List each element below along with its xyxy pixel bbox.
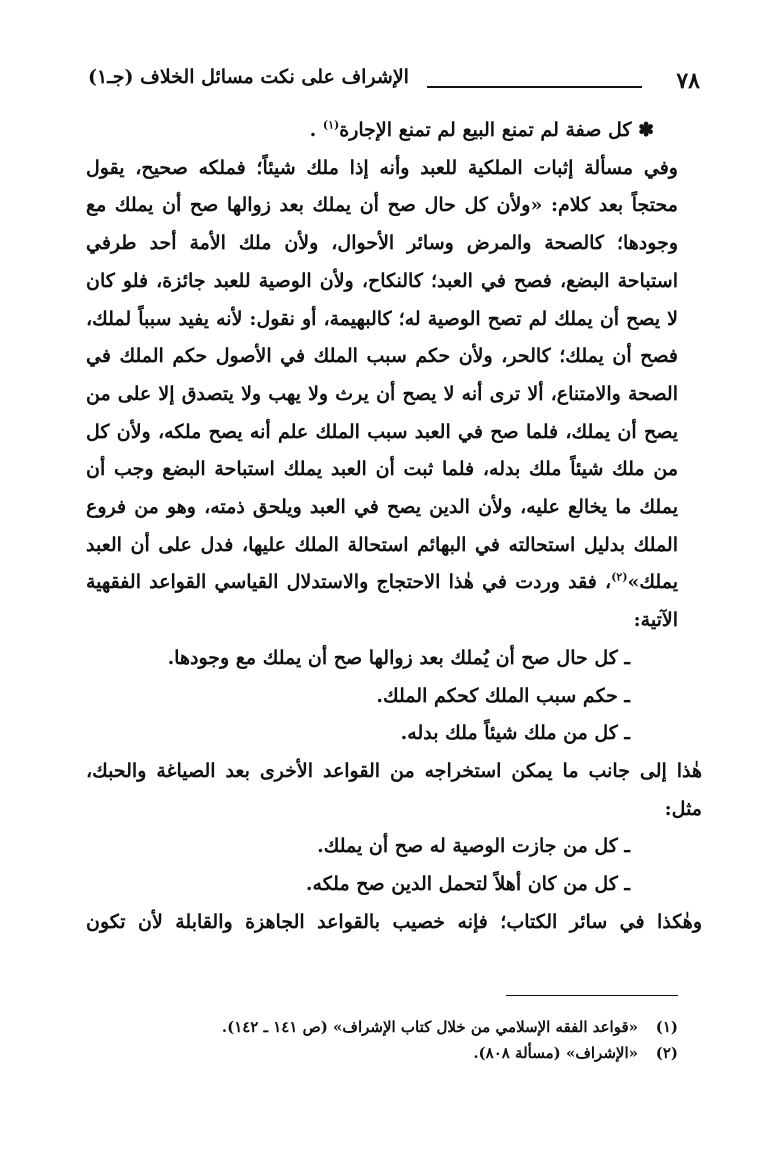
paragraph-1-text: وفي مسألة إثبات الملكية للعبد وأنه إذا ملك شيئاً؛ فملكه صحيح، يقول محتجاً بعد كلام: «ولأن كل حال صح أن يملك بعد زوالها صح أن يملك مع وجودها؛ كالصحة والمرض وسائر الأحوال، ولأن ملك الأمة أحد طرفي استباحة البضع، فصح في العبد؛ كالنكاح، ولأن الوصية للعبد جائزة، فلو كان لا يصح أن يملك لم تصح الوصية له؛ كالبهيمة، أو نقول: لأنه يفيد سبباً لملك، فصح أن يملك؛ كالحر، ولأن حكم سبب الملك في الأصول حكم الملك في الصحة والامتناع، ألا ترى أنه لا يصح أن يرث ولا يهب ولا يتصدق إلا على من يصح أن يملك، فلما صح في العبد سبب الملك علم أنه يصح ملكه، ولأن كل من ملك شيئاً ملك بدله، فلما ثبت أن العبد يملك استباحة البضع وجب أن يملك ما يخالع عليه، ولأن الدين يصح في العبد ويلحق ذمته، وهو من فروع الملك بدليل استحالته في البهائم استحالة الملك عليها، فدل على أن العبد يملك» xyxy=(86,156,678,594)
footnote-separator xyxy=(506,995,678,996)
rule-item: ـ كل من كان أهلاً لتحمل الدين صح ملكه. xyxy=(305,873,630,896)
rule-item: ـ حكم سبب الملك كحكم الملك. xyxy=(376,684,630,707)
paragraph-3: وهٰكذا في سائر الكتاب؛ فإنه خصيب بالقواعد الجاهزة والقابلة لأن تكون xyxy=(86,910,702,933)
rule-item: ـ كل من جازت الوصية له صح أن يملك. xyxy=(317,835,630,858)
footnote-2 xyxy=(78,1040,678,1066)
star-line: ✽ كل صفة لم تمنع البيع لم تمنع الإجارة$^{(١)}$ . xyxy=(309,118,654,141)
footnote-text: «الإشراف» (مسألة ٨٠٨). xyxy=(473,1044,638,1062)
footnote-text: «قواعد الفقه الإسلامي من خلال كتاب الإشراف» (ص ١٤١ ـ ١٤٢). xyxy=(221,1018,638,1036)
page-header xyxy=(88,64,700,98)
rule-item: ـ كل حال صح أن يُملك بعد زوالها صح أن يملك مع وجودها. xyxy=(167,646,630,669)
page-number: ٧٨ xyxy=(676,68,700,94)
paragraph-1-tail: ، فقد وردت في هٰذا الاحتجاج والاستدلال القياسي القواعد الفقهية الآتية: xyxy=(86,571,678,632)
footnote-1 xyxy=(78,1014,678,1040)
footnote-number: (١) xyxy=(655,1018,678,1036)
main-text xyxy=(86,112,702,941)
star-line-text: ✽ كل صفة لم تمنع البيع لم تمنع الإجارة xyxy=(339,119,654,141)
running-title: الإشراف على نكت مسائل الخلاف (جـ١) xyxy=(88,66,409,88)
footnote-ref-1: (١) xyxy=(322,118,340,132)
rule-item: ـ كل من ملك شيئاً ملك بدله. xyxy=(400,722,630,745)
footnotes xyxy=(78,1014,678,1066)
footnote-number: (٢) xyxy=(655,1044,678,1062)
paragraph-1 xyxy=(86,150,702,640)
paragraph-2: هٰذا إلى جانب ما يمكن استخراجه من القواعد الأخرى بعد الصياغة والحبك، مثل: xyxy=(86,759,702,820)
header-rule xyxy=(427,86,642,88)
footnote-ref-2: (٢) xyxy=(611,571,628,585)
